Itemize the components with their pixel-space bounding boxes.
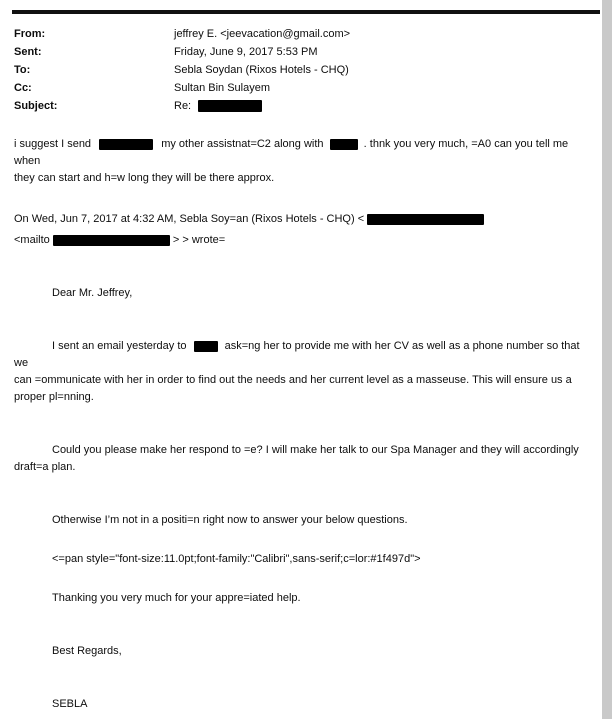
header-value-from: jeffrey E. <jeevacation@gmail.com> [174, 28, 351, 40]
header-label-from: From: [14, 28, 46, 40]
quote-header-line-2 [14, 232, 584, 249]
paragraph-cv-text-2: ask=ng her to provide me with her CV as well as a phone number so that we [14, 340, 580, 369]
header-value-subject [174, 98, 584, 114]
closing: Best Regards, [52, 645, 122, 657]
paragraph-reply-text-3: . thnk you very much, =A0 can you tell me when [14, 138, 569, 167]
paragraph-cv-line-3: proper pl=nning. [14, 391, 94, 403]
header-label-sent: Sent: [14, 46, 42, 58]
header-value-to: Sebla Soydan (Rixos Hotels - CHQ) [174, 64, 349, 76]
paragraph-reply-line-2: they can start and h=w long they will be there approx. [14, 172, 275, 184]
quote-header-text-2: <mailto [14, 234, 50, 246]
quote-header-text-3: > > wrote= [172, 234, 226, 246]
raw-markup-line: <=pan style="font-size:11.0pt;font-family:"Calibri",sans-serif;c=lor:#1f497d"> [52, 553, 421, 565]
signature: SEBLA [52, 698, 88, 710]
header-label-to: To: [14, 64, 31, 76]
paragraph-cv-request [14, 338, 584, 372]
redaction-bar-name-2 [330, 139, 358, 150]
redaction-bar-name-3 [194, 341, 218, 352]
header-label-subject: Subject: [14, 100, 58, 112]
document-content [14, 26, 584, 713]
paragraph-thanking: Thanking you very much for your appre=iated help. [52, 592, 301, 604]
paragraph-respond-line-2: draft=a plan. [14, 461, 76, 473]
paragraph-respond-line-1: Could you please make her respond to =e? I will make her talk to our Spa Manager and they will accordingly [52, 444, 579, 456]
paragraph-cv-text-1: I sent an email yesterday to [52, 340, 187, 352]
paragraph-reply-line-1 [14, 136, 584, 170]
redaction-bar-email-2 [53, 235, 170, 246]
header-value-sent: Friday, June 9, 2017 5:53 PM [174, 46, 318, 58]
paragraph-cv-line-2: can =ommunicate with her in order to find out the needs and her current level as a masseuse. This will ensure us a [14, 374, 572, 386]
subject-text: Re: [174, 100, 192, 112]
redaction-bar-email-1 [367, 214, 484, 225]
redaction-bar-name-1 [99, 139, 153, 150]
email-header [14, 26, 584, 114]
paragraph-reply-text-2: my other assistnat=C2 along with [161, 138, 324, 150]
header-rule [12, 10, 600, 14]
redaction-bar-subject [198, 100, 262, 112]
paragraph-reply-text-1: i suggest I send [14, 138, 92, 150]
header-label-cc: Cc: [14, 82, 32, 94]
scan-edge-strip [602, 0, 612, 719]
salutation: Dear Mr. Jeffrey, [52, 287, 133, 299]
paragraph-position: Otherwise I’m not in a positi=n right now to answer your below questions. [52, 514, 408, 526]
quote-header-line-1 [14, 211, 584, 228]
header-value-cc: Sultan Bin Sulayem [174, 82, 270, 94]
quote-header-text-1: On Wed, Jun 7, 2017 at 4:32 AM, Sebla Soy=an (Rixos Hotels - CHQ) < [14, 213, 365, 225]
